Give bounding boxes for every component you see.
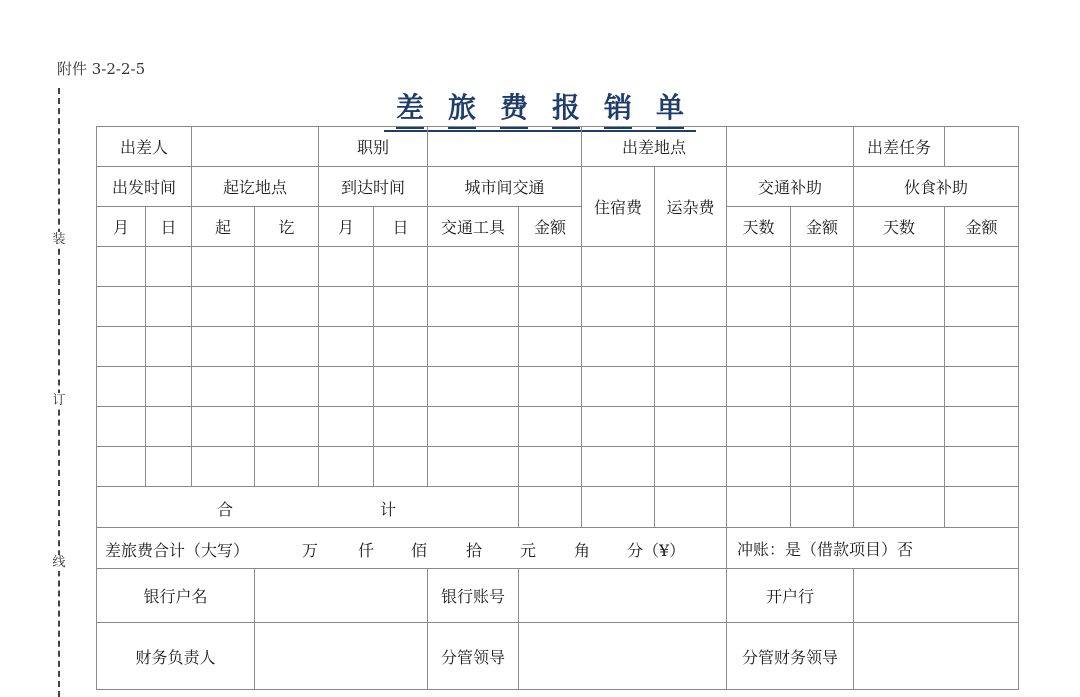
travel-expense-form (96, 126, 1019, 690)
entry-cell[interactable] (97, 407, 146, 447)
unit-yuan: 元 (520, 541, 537, 560)
dept-leader-field[interactable] (519, 623, 727, 690)
entry-cell[interactable] (519, 287, 582, 327)
header-row-3 (97, 207, 1019, 247)
entry-cell[interactable] (519, 367, 582, 407)
entry-cell[interactable] (255, 407, 319, 447)
total-label-ji: 计 (380, 500, 397, 519)
unit-jiao: 角 (574, 541, 591, 560)
vehicle-header: 交通工具 (428, 207, 519, 247)
transport-allowance-header: 交通补助 (727, 167, 854, 207)
total-cell[interactable] (519, 487, 582, 528)
entry-cell[interactable] (374, 367, 428, 407)
to-header: 讫 (255, 207, 319, 247)
table-row (97, 287, 1019, 327)
location-label: 出差地点 (582, 127, 727, 167)
entry-cell[interactable] (97, 447, 146, 487)
entry-cell[interactable] (428, 407, 519, 447)
entry-cell[interactable] (255, 447, 319, 487)
finance-leader-label: 分管财务领导 (727, 623, 854, 690)
bank-row (97, 569, 1019, 623)
entry-cell[interactable] (428, 327, 519, 367)
offset-account-cell[interactable]: 冲账：是（借款项目）否 (727, 528, 1019, 569)
depart-time-header: 出发时间 (97, 167, 192, 207)
entry-cell[interactable] (854, 287, 945, 327)
amount-words-row (97, 528, 1019, 569)
from-to-place-header: 起讫地点 (192, 167, 319, 207)
bank-label: 开户行 (727, 569, 854, 623)
entry-cell[interactable] (97, 247, 146, 287)
entry-cell[interactable] (582, 367, 655, 407)
task-field[interactable] (945, 127, 1019, 167)
entry-cell[interactable] (727, 407, 791, 447)
entry-cell[interactable] (854, 407, 945, 447)
entry-cell[interactable] (519, 447, 582, 487)
total-cell[interactable] (854, 487, 945, 528)
entry-cell[interactable] (192, 447, 255, 487)
entry-cell[interactable] (97, 287, 146, 327)
entry-cell[interactable] (97, 367, 146, 407)
entry-cell[interactable] (319, 367, 374, 407)
entry-cell[interactable] (582, 287, 655, 327)
binding-mark-xian: 线 (52, 555, 66, 570)
entry-cell[interactable] (727, 447, 791, 487)
entry-cell[interactable] (655, 287, 727, 327)
position-field[interactable] (428, 127, 582, 167)
entry-cell[interactable] (255, 327, 319, 367)
entry-cell[interactable] (582, 247, 655, 287)
entry-cell[interactable] (727, 287, 791, 327)
total-row (97, 487, 1019, 528)
unit-wan: 万 (302, 541, 319, 560)
entry-cell[interactable] (192, 247, 255, 287)
entry-cell[interactable] (582, 327, 655, 367)
binding-mark-ding: 订 (52, 393, 66, 408)
entry-cell[interactable] (854, 367, 945, 407)
attachment-label: 附件 3-2-2-5 (57, 60, 146, 78)
amount-header: 金额 (945, 207, 1019, 247)
title-char: 旅 (448, 86, 476, 129)
account-name-label: 银行户名 (97, 569, 255, 623)
location-field[interactable] (727, 127, 854, 167)
entry-cell[interactable] (319, 247, 374, 287)
entry-cell[interactable] (655, 447, 727, 487)
table-row (97, 407, 1019, 447)
entry-cell[interactable] (192, 327, 255, 367)
unit-qian: 仟 (358, 541, 375, 560)
entry-cell[interactable] (97, 327, 146, 367)
finance-head-field[interactable] (255, 623, 428, 690)
entry-cell[interactable] (945, 407, 1019, 447)
entry-cell[interactable] (374, 407, 428, 447)
table-row (97, 447, 1019, 487)
entry-cell[interactable] (146, 327, 192, 367)
entry-cell[interactable] (791, 247, 854, 287)
table-row (97, 247, 1019, 287)
entry-cell[interactable] (945, 327, 1019, 367)
entry-cell[interactable] (146, 367, 192, 407)
entry-cell[interactable] (655, 247, 727, 287)
total-cell[interactable] (655, 487, 727, 528)
account-number-label: 银行账号 (428, 569, 519, 623)
unit-bai: 佰 (411, 541, 428, 560)
traveler-field[interactable] (192, 127, 319, 167)
binding-mark-zhuang: 装 (52, 232, 66, 247)
position-label: 职别 (319, 127, 428, 167)
total-cell[interactable] (791, 487, 854, 528)
days-header: 天数 (854, 207, 945, 247)
entry-cell[interactable] (319, 407, 374, 447)
entry-cell[interactable] (655, 367, 727, 407)
entry-cell[interactable] (146, 447, 192, 487)
entry-cell[interactable] (146, 287, 192, 327)
entry-cell[interactable] (374, 247, 428, 287)
amount-header: 金额 (519, 207, 582, 247)
finance-leader-field[interactable] (854, 623, 1019, 690)
unit-shi: 拾 (466, 541, 483, 560)
month-header: 月 (97, 207, 146, 247)
entry-cell[interactable] (319, 327, 374, 367)
entry-cell[interactable] (945, 287, 1019, 327)
entry-cell[interactable] (319, 447, 374, 487)
entry-cell[interactable] (727, 247, 791, 287)
title-char: 单 (656, 86, 684, 129)
amount-words-label: 差旅费合计（大写） (105, 541, 250, 560)
bank-field[interactable] (854, 569, 1019, 623)
amount-header: 金额 (791, 207, 854, 247)
entry-cell[interactable] (192, 367, 255, 407)
entry-cell[interactable] (945, 247, 1019, 287)
entry-cell[interactable] (791, 447, 854, 487)
entry-cell[interactable] (655, 407, 727, 447)
lodging-header: 住宿费 (582, 167, 655, 247)
entry-cell[interactable] (428, 247, 519, 287)
entry-cell[interactable] (255, 367, 319, 407)
entry-cell[interactable] (146, 407, 192, 447)
entry-cell[interactable] (428, 287, 519, 327)
total-cell[interactable] (582, 487, 655, 528)
table-row (97, 327, 1019, 367)
total-cell[interactable] (945, 487, 1019, 528)
header-row-2 (97, 167, 1019, 207)
entry-cell[interactable] (519, 407, 582, 447)
entry-cell[interactable] (255, 247, 319, 287)
title-char: 差 (396, 86, 424, 129)
traveler-label: 出差人 (97, 127, 192, 167)
header-row-1 (97, 127, 1019, 167)
entry-cell[interactable] (428, 367, 519, 407)
arrive-time-header: 到达时间 (319, 167, 428, 207)
days-header: 天数 (727, 207, 791, 247)
unit-fen: 分（¥） (627, 541, 686, 560)
entry-cell[interactable] (319, 287, 374, 327)
entry-cell[interactable] (428, 447, 519, 487)
day-header: 日 (146, 207, 192, 247)
entry-cell[interactable] (854, 447, 945, 487)
entry-cell[interactable] (791, 407, 854, 447)
finance-head-label: 财务负责人 (97, 623, 255, 690)
table-row (97, 367, 1019, 407)
entry-cell[interactable] (519, 247, 582, 287)
intercity-transport-header: 城市间交通 (428, 167, 582, 207)
entry-cell[interactable] (854, 247, 945, 287)
title-char: 销 (604, 86, 632, 129)
total-label-he: 合 (217, 500, 234, 519)
entry-cell[interactable] (791, 367, 854, 407)
total-label-cell (97, 487, 519, 528)
entry-cell[interactable] (192, 407, 255, 447)
entry-cell[interactable] (655, 327, 727, 367)
entry-cell[interactable] (945, 447, 1019, 487)
entry-cell[interactable] (192, 287, 255, 327)
misc-transport-header: 运杂费 (655, 167, 727, 247)
title-char: 报 (552, 86, 580, 129)
entry-cell[interactable] (791, 287, 854, 327)
day-header: 日 (374, 207, 428, 247)
entry-cell[interactable] (374, 327, 428, 367)
entry-cell[interactable] (146, 247, 192, 287)
entry-cell[interactable] (582, 407, 655, 447)
entry-cell[interactable] (255, 287, 319, 327)
entry-cell[interactable] (519, 327, 582, 367)
month-header: 月 (319, 207, 374, 247)
meal-allowance-header: 伙食补助 (854, 167, 1019, 207)
amount-words-cell[interactable] (97, 528, 727, 569)
entry-cell[interactable] (945, 367, 1019, 407)
entry-cell[interactable] (374, 287, 428, 327)
entry-cell[interactable] (727, 367, 791, 407)
entry-cell[interactable] (727, 327, 791, 367)
entry-cell[interactable] (791, 327, 854, 367)
account-name-field[interactable] (255, 569, 428, 623)
entry-cell[interactable] (374, 447, 428, 487)
dept-leader-label: 分管领导 (428, 623, 519, 690)
task-label: 出差任务 (854, 127, 945, 167)
total-cell[interactable] (727, 487, 791, 528)
title-char: 费 (500, 86, 528, 129)
entry-cell[interactable] (582, 447, 655, 487)
from-header: 起 (192, 207, 255, 247)
entry-cell[interactable] (854, 327, 945, 367)
signature-row (97, 623, 1019, 690)
account-number-field[interactable] (519, 569, 727, 623)
